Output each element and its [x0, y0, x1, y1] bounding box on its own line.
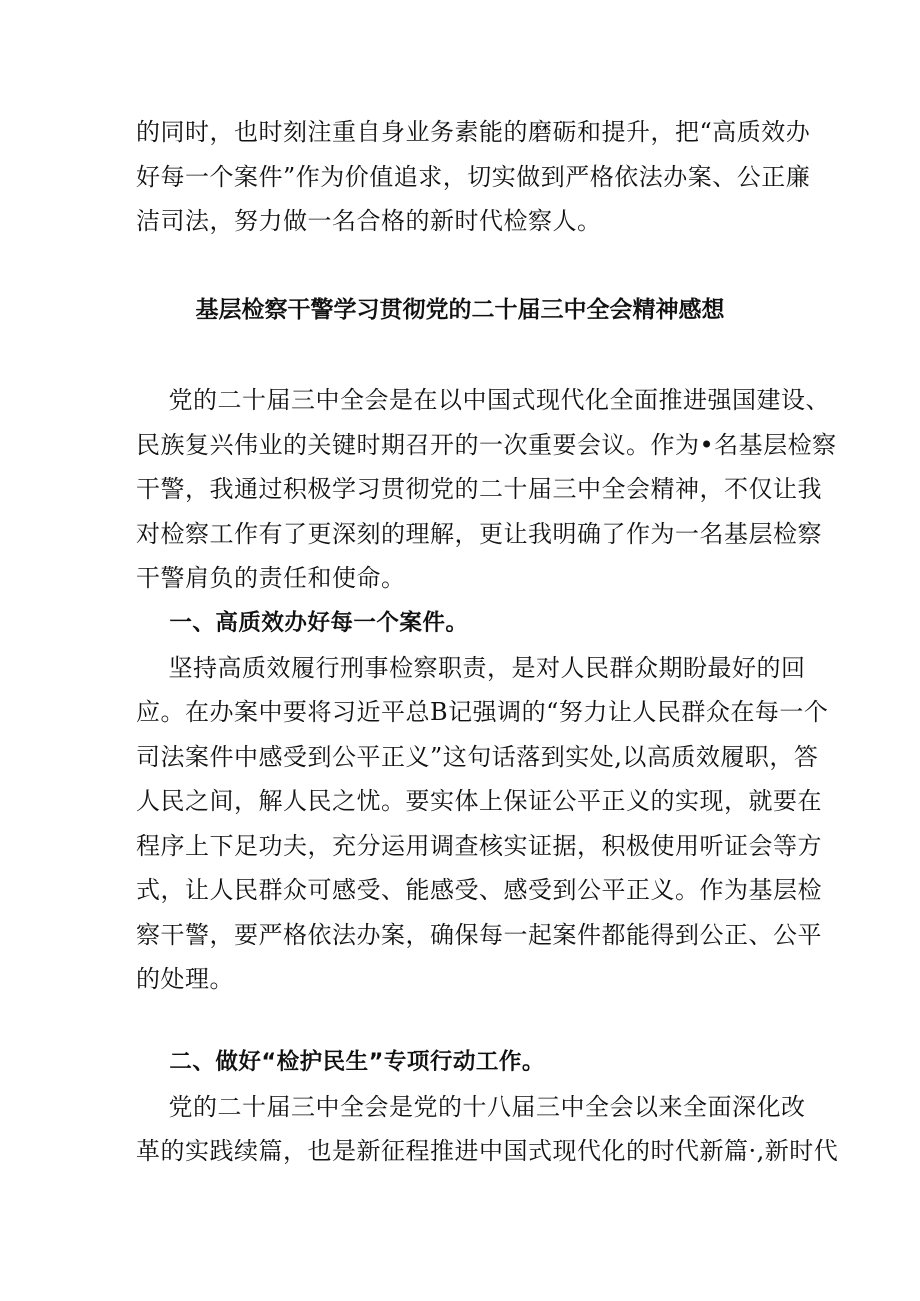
text-line: 干警，我通过积极学习贯彻党的二十届三中全会精神，不仅让我	[136, 475, 822, 503]
text-line: 式，让人民群众可感受、能感受、感受到公平正义。作为基层检	[136, 876, 822, 904]
article-title: 基层检察干警学习贯彻党的二十届三中全会精神感想	[195, 297, 725, 323]
text-line: 好每一个案件”作为价值追求，切实做到严格依法办案、公正廉	[136, 162, 811, 191]
text-line: 坚持高质效履行刑事检察职责，是对人民群众期盼最好的回	[136, 653, 806, 682]
text-line: 干警肩负的责任和使命。	[136, 564, 406, 592]
section-1	[136, 601, 829, 1002]
section-2	[136, 1040, 839, 1174]
text-line: 党的二十届三中全会是党的十八届三中全会以来全面深化改	[136, 1092, 806, 1121]
paragraph-1	[136, 378, 837, 601]
section-1-heading: 一、高质效办好每一个案件。	[136, 610, 469, 636]
text-line: 民族复兴伟业的关键时期召开的一次重要会议。作为•名基层检察	[136, 430, 837, 459]
text-line: 司法案件中感受到公平正义”这句话落到实处,以高质效履职，答	[136, 742, 819, 771]
text-line: 人民之间，解人民之忧。要实体上保证公平正义的实现，就要在	[136, 787, 822, 815]
text-line: 察干警，要严格依法办案，确保每一起案件都能得到公正、公平	[136, 920, 822, 949]
text-line: 党的二十届三中全会是在以中国式现代化全面推进强国建设、	[136, 386, 831, 414]
intro-paragraph	[136, 110, 811, 244]
section-2-heading: 二、做好“检护民生”专项行动工作。	[136, 1049, 545, 1075]
text-line: 洁司法，努力做一名合格的新时代检察人。	[136, 207, 602, 235]
text-line: 应。在办案中要将习近平总B记强调的“努力让人民群众在每一个	[136, 698, 829, 726]
text-line: 对检察工作有了更深刻的理解，更让我明确了作为一名基层检察	[136, 519, 822, 548]
text-line: 程序上下足功夫，充分运用调查核实证据，积极使用听证会等方	[136, 831, 822, 860]
text-line: 的处理。	[136, 965, 234, 993]
text-line: 革的实践续篇，也是新征程推进中国式现代化的时代新篇·,新时代	[136, 1137, 839, 1165]
text-line: 的同时，也时刻注重自身业务素能的磨砺和提升，把“高质效办	[136, 118, 811, 146]
